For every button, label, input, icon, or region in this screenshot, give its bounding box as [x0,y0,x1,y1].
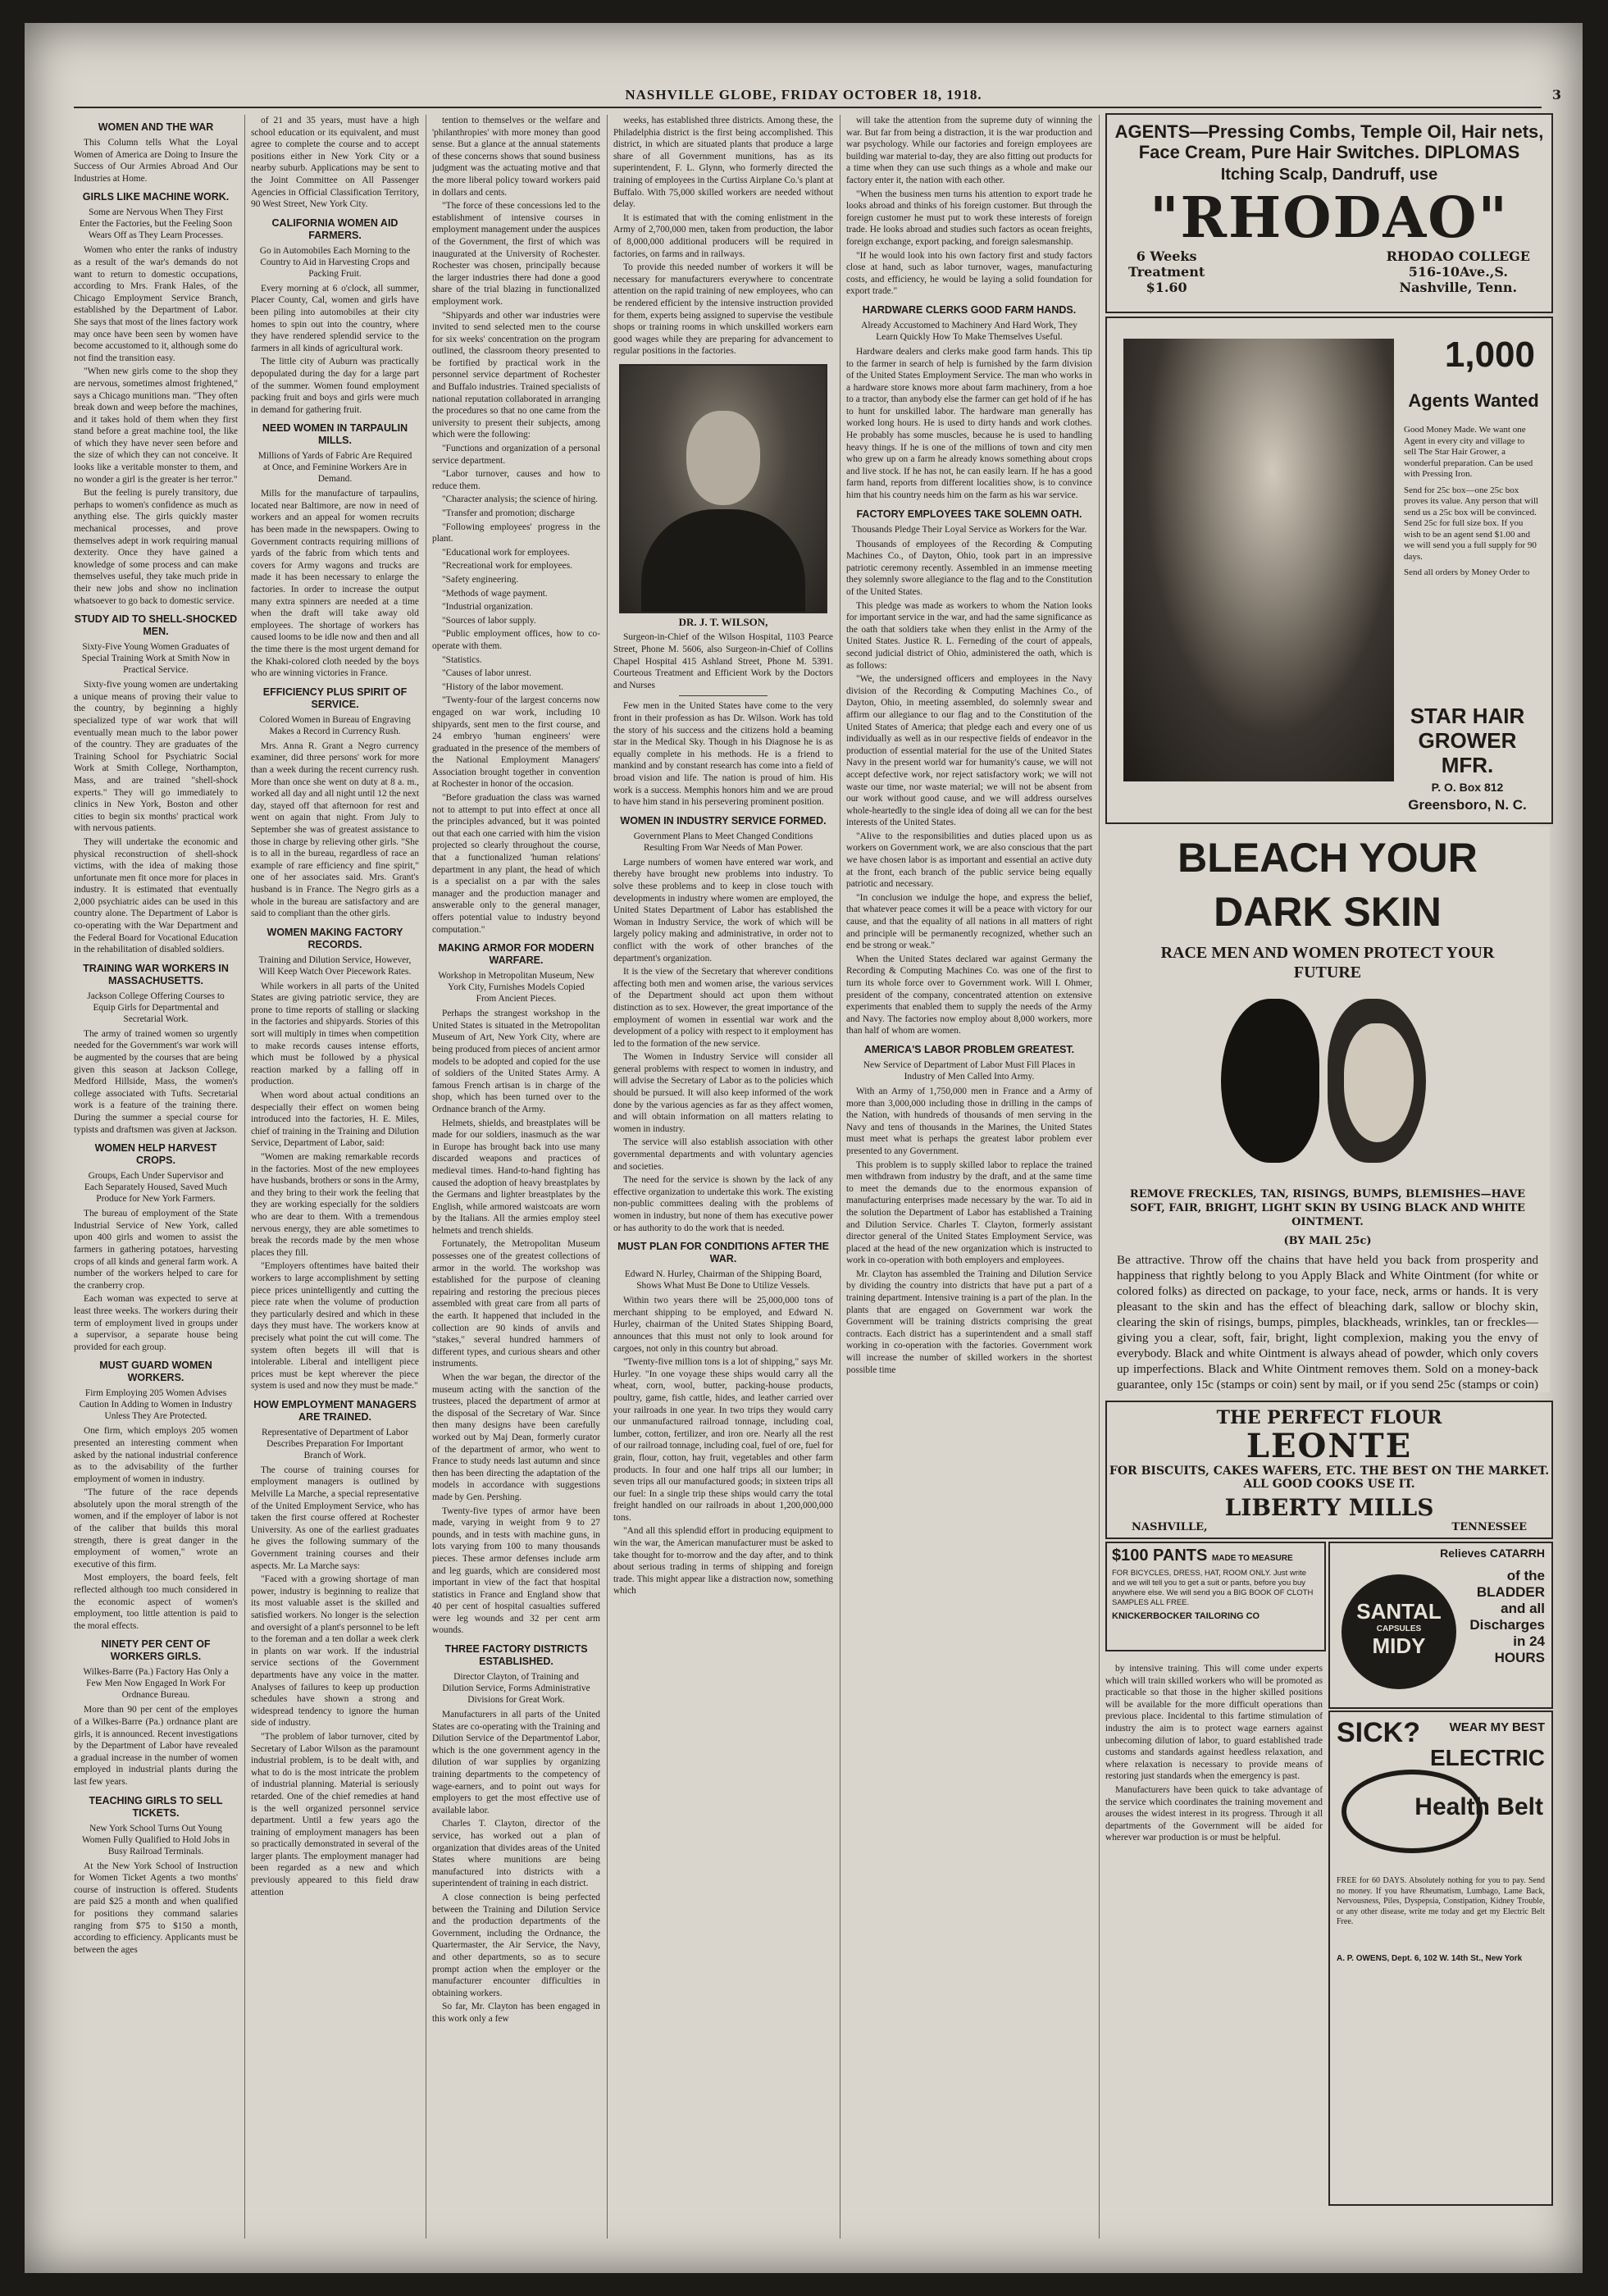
paragraph: The little city of Auburn was practically depopulated during the day for a large part of the summer. Women found employment packing fruit and boys and girls were much in demand for gathering fruit. [251,357,419,415]
ad-text: of the BLADDER and all Discharges in 24 HOURS [1469,1568,1545,1665]
paragraph: It is estimated that with the coming enlistment in the Army of 2,700,000 men, taken from production, the labor of 8,000,000 additional producers will be required in factories, on farms and in railways. [613,212,833,259]
ad-text: Nashville, Tenn. [1399,280,1518,295]
rhodao-ad [1105,113,1553,313]
headline: CALIFORNIA WOMEN AID FARMERS. [271,216,399,241]
woman-portrait-illustration [1123,339,1394,781]
headline: EFFICIENCY PLUS SPIRIT OF SERVICE. [262,686,408,710]
headline: WOMEN AND THE WAR [98,121,214,133]
headline: HARDWARE CLERKS GOOD FARM HANDS. [862,303,1077,316]
subhead: Edward N. Hurley, Chairman of the Shipping Board, Shows What Must Be Done to Utilize Vessels. [624,1269,822,1292]
paragraph: Fortunately, the Metropolitan Museum possesses one of the greatest collections of armor in the world. The workshop was established for the purpose of cleaning repairing and restoring the precious pieces assembled with great care from all parts of the earth. It happened that included in the collection are 90 kinds of anvils and "stakes," several hundred hammers of different types, and curious shears and other instruments. [432,1239,600,1369]
column-rule [1099,115,1100,2239]
ad-headline: $100 PANTS [1112,1547,1208,1565]
paragraph: Manufacturers have been quick to take advantage of the service which coordinates the training movement and arouses the widest interest in its progress. Through it all departments of the Government will be aided for wherever war production is or must be helpful. [1105,1784,1323,1843]
subhead: Workshop in Metropolitan Museum, New York City, Furnishes Models Copied From Ancient Pieces. [438,971,594,1004]
paragraph: Sixty-five young women are undertaking a unique means of proving their value to the country, by beginning a highly specialized type of war work that will eventually mean much to the labor power of the country. They are graduates of the Training School for Psychiatric Social Work at Smith College, Northampton, Mass, and are trained "shell-shock experts." They will go immediately to clinics in New York, Boston and other cities to begin six months' practical work with nervous patients. [74,680,238,834]
newspaper-page [25,23,1583,2273]
paragraph: "When new girls come to the shop they are nervous, sometimes almost frightened," says a Chicago munitions man. "They often break down and weep before the machines, and it takes hold of them when they first stand before a great machine tool, the like of which they have never seen before and the size of which they can not conceive. It looks like a veritable monster to them, and no wonder a girl is the greater is her terror." [74,367,238,485]
paragraph: Women who enter the ranks of industry as a result of the war's demands do not want to return to domestic occupations, according to Mrs. Frank Hales, of the Chicago Employment Service Branch, established by the Department of Labor. She says that most of the lines factory work may once have been seen by women have become accustomed to it, although some do not find the transition easy. [74,245,238,363]
subhead: Thousands Pledge Their Loyal Service as Workers for the War. [851,524,1087,535]
ad-line: DIPLOMAS [1424,142,1520,162]
subhead: Millions of Yards of Fabric Are Required at Once, and Feminine Workers Are in Demand. [257,451,412,485]
subhead: Representative of Department of Labor Describes Preparation For Important Branch of Work. [261,1427,408,1460]
paragraph: While workers in all parts of the United States are giving patriotic service, they are prone to time reports of stalling or slacking in the factories and shipyards. Stories of this sort will multiply in times when competition to make records causes intense efforts, which must be followed by a physical reaction marked by a falling off in production. [251,981,419,1087]
portrait-face [686,411,760,505]
portrait-coat [641,509,805,612]
paragraph: At the New York School of Instruction for Women Ticket Agents a two months' course of instruction is offered. Students are paid $25 a month and when qualified for positions they command salaries ranging from $75 to $150 a month, according to efficiency. Applicants must be between the ages [74,1861,238,1955]
headline: WOMEN HELP HARVEST CROPS. [94,1142,217,1167]
paragraph: Helmets, shields, and breastplates will be made for our soldiers, inasmuch as the war in Europe has brought back into use many discarded weapons and practices of medieval times. Hand-to-hand fighting has caused the adoption of heavy breastplates by the Germans and lighter breastplates by the English, while armored waistcoats are worn by the Italians. All the armies employ steel helmets and trench shields. [432,1118,600,1236]
ad-address: P. O. Box 812 [1431,781,1504,794]
paragraph: Each woman was expected to serve at least three weeks. The workers during their term of employment lived in groups under a supervisor, a separate house being provided for each group. [74,1294,238,1352]
paragraph: by intensive training. This will come under experts which will train skilled workers who will be promoted as practicable so that those in the higher skilled positions will be available for the more difficult operations than previous place. Incidental to this fartime stimulation of industry the aim is to protect wage earners against unbecoming dilution of labor, to guard established trade customs and standards against heedless relaxation, and where relaxation is necessary to provide means of restoring just standards when the emergency is past. [1105,1664,1323,1782]
column-6 [1105,1663,1323,2204]
ad-bold-text: REMOVE FRECKLES, TAN, RISINGS, BUMPS, BLEMISHES—HAVE SOFT, FAIR, BRIGHT, LIGHT SKIN BY USING BLACK AND WHITE OINTMENT. [1129,1188,1526,1228]
subhead: Sixty-Five Young Women Graduates of Special Training Work at Smith Now in Practical Service. [81,642,230,676]
paragraph: "Faced with a growing shortage of man power, industry is beginning to realize that its most valuable asset is the skilled and satisfied workers. No longer is the selection and oversight of a plant's personnel to be left to the foreman and a ten dollar a week clerk in plants on war work. If the industrial service sections of the Government departments have any voice in the matter. Analyses of failures to keep up production schedules have shown a strong and widespread tendency to ignore the human side of industry. [251,1574,419,1729]
column-2 [251,115,419,2239]
paragraph: So far, Mr. Clayton has been engaged in this work only a few [432,2002,600,2024]
headline: GIRLS LIKE MACHINE WORK. [82,191,230,203]
headline: THREE FACTORY DISTRICTS ESTABLISHED. [444,1643,588,1668]
paragraph: weeks, has established three districts. Among these, the Philadelphia district is the first being accomplished. This district, in which are situated plants that produce a large share of all Government munitions, has as its superintendent, F. L. Glynn, who formerly directed the training of employees in the Curtiss Airplane Co.'s plant at Buffalo. With 75,000 skilled workers are needed without delay. [613,116,833,210]
subhead: Wilkes-Barre (Pa.) Factory Has Only a Few Men Now Engaged In Work For Ordnance Bureau. [83,1667,229,1701]
subhead: Government Plans to Meet Changed Conditions Resulting From War Needs of Man Power. [633,831,813,853]
ad-line: FOR BISCUITS, CAKES WAFERS, ETC. THE BEST ON THE MARKET. ALL GOOD COOKS USE IT. [1109,1465,1550,1491]
paragraph: "Sources of labor supply. [442,615,536,626]
paragraph: Within two years there will be 25,000,000 tons of merchant shipping to be employed, and Edward N. Hurley, chairman of the United States Shipping Board, announces that this must not only to look around for cargoes, not only in this country but abroad. [613,1296,833,1354]
paragraph: "Employers oftentimes have baited their workers to large accomplishment by setting piece prices unintelligently and cutting the piece rate when the volume of production they particularly desired and which in these days they must have. The workers know at precisely what point the cut will come. The system often begets ill will that is intolerable. Liberal and intelligent piece prices must be kept wherever the piece system is used and now they must be made." [251,1261,419,1392]
ad-text: Send for 25c box—one 25c box proves its value. Any person that will send us a 25c box will be convinced. Send 25c for full size box. If you wish to be an agent send $1.00 and we will send you a full supply for 90 days. [1404,485,1539,562]
ad-number: 1,000 [1444,335,1535,375]
ad-brand: Health Belt [1414,1793,1543,1820]
star-hair-grower-ad [1105,317,1553,824]
headline: MAKING ARMOR FOR MODERN WARFARE. [438,942,594,967]
ad-body: FOR BICYCLES, DRESS, HAT, ROOM ONLY. Just write and we will tell you to get a suit or pants, before you buy anywhere else. We will send you a BIG BOOK OF CLOTH SAMPLES ALL FREE. [1112,1569,1314,1607]
paragraph: A close connection is being perfected between the Training and Dilution Service and the production departments of the Government, including the Ordnance, the Quartermaster, the Air Service, the Navy, and other departments, so as to secure prompt action when the employer or the manufacturer encounter difficulties in obtaining workers. [432,1892,600,1998]
ad-headline: BLEACH YOUR [1178,835,1478,881]
paragraph: "Methods of wage payment. [442,588,548,599]
headline: MUST PLAN FOR CONDITIONS AFTER THE WAR. [617,1241,829,1265]
paragraph: "Industrial organization. [442,602,533,613]
ad-headline: Agents Wanted [1408,390,1539,411]
ad-text: Treatment [1128,264,1205,280]
ad-text: $1.60 [1146,280,1187,295]
electric-belt-ad [1328,1711,1553,2206]
ad-brand: LEONTE [1246,1427,1413,1465]
paragraph: Every morning at 6 o'clock, all summer, Placer County, Cal, women and girls have been piling into automobiles at their city homes to spin out into the country, where they have rendered splendid service to the farmers in all kinds of agricultural work. [251,283,419,353]
paragraph: With an Army of 1,750,000 men in France and a Army of more than 3,000,000 including those in drilling in the camps of the Nation, with hundreds of thousands of men serving in the Navy and tens of thousands in the Marines, the United States must meet what is perhaps the greatest labor problem ever presented to any Government. [846,1086,1092,1156]
headline: NEED WOMEN IN TARPAULIN MILLS. [262,422,408,447]
ad-text: RHODAO COLLEGE [1386,248,1530,264]
paragraph: Perhaps the strangest workshop in the United States is situated in the Metropolitan Museum of Art, New York City, where are being produced from pieces of ancient armor models to be adopted and copied for the use of soldiers of the United States Army. A famous French artisan is in charge of the shop, which has been turned over to the Ordnance branch of the Army. [432,1009,600,1114]
subhead: New York School Turns Out Young Women Fully Qualified to Hold Jobs in Busy Railroad Terminals. [81,1823,230,1856]
paragraph: "Statistics. [442,654,482,665]
column-5 [846,115,1092,2239]
paragraph: Thousands of employees of the Recording & Computing Machines Co., of Dayton, Ohio, took part in an impressive patriotic ceremony recently. Assembled in an immense meeting they solemnly swore allegiance to the flag and to the Constitution of the United States. [846,539,1092,597]
ad-headline: DARK SKIN [1214,889,1442,935]
ad-brand: KNICKERBOCKER TAILORING CO [1112,1611,1260,1621]
headline: STUDY AID TO SHELL-SHOCKED MEN. [74,613,238,638]
paragraph: One firm, which employs 205 women presented an interesting comment when asked by the national industrial conference as to the advisability of the further employment of women in industry. [74,1426,238,1484]
column-rule [607,115,608,2239]
ad-line: THE PERFECT FLOUR [1216,1407,1442,1428]
paragraph: The Women in Industry Service will consider all general problems with respect to women in industry, and will advise the Secretary of Labor as to the policies which should be pursued. It will also keep informed of the work done by the various agencies as far as they affect women, and will obtain information on all matters relating to women in industry. [613,1052,833,1134]
paragraph: This problem is to supply skilled labor to replace the trained men withdrawn from industry by the draft, and at the same time to meet the demands due to the enormous expansion of manufacturing enterprises made necessary by the war. To aid in the solution the Department of Labor has established a Training and Dilution Service. Charles T. Clayton, formerly assistant director general of the United States Employment Service, was placed at the head of the new organization which is instructed to work in co-operation with both employers and employees. [846,1159,1092,1266]
paragraph: "In conclusion we indulge the hope, and express the belief, that whatever peace comes it will be a peace with victory for our cause, and that the equality of all nations in all matters of right and principle will be permanently recognized, whether such an end be strong or weak." [846,892,1092,951]
separator [679,695,767,696]
paragraph: They will undertake the economic and physical reconstruction of shell-shock victims, with the idea of making those unfortunate men fit once more for places in industry. It is estimated that eventually 2,000 psychiatric aides can be used in this country alone. The Department of Labor is co-operating with the War Department and the Federal Board for Vocational Education in the rehabilitation of disabled soldiers. [74,836,238,955]
ad-text: 516-10Ave.,S. [1408,264,1508,280]
ad-body: FREE for 60 DAYS. Absolutely nothing for you to pay. Send no money. If you have Rheumatism, Lumbago, Lame Back, Nervousness, Piles, Dyspepsia, Constipation, Kidney Trouble, or any other disease, write me today and get my Electric Belt Free. [1337,1876,1545,1926]
paragraph: Manufacturers in all parts of the United States are co-operating with the Training and Dilution Service of the Departmentof Labor, which is the one government agency in the dilution of war supplies by organizing training departments to the competency of wage-earners, and to point out ways for employers to get the most effective use of available labor. [432,1710,600,1815]
santal-midy-ad [1328,1542,1553,1709]
ad-line: Itching Scalp, Dandruff, use [1220,166,1438,184]
ad-line: AGENTS—Pressing Combs, Temple Oil, Hair nets, Face Cream, Pure Hair Switches. [1114,121,1544,162]
paragraph: "History of the labor movement. [442,681,563,692]
paragraph: of 21 and 35 years, must have a high school education or its equivalent, and must agree to complete the course and to accept positions either in New York City or a nearby suburb. Applications may be sent to the Joint Committee on All Passenger Agencies in Official Classification Territory, 90 West Street, New York City. [251,116,419,210]
paragraph: "And all this splendid effort in producing equipment to win the war, the American manufacturer must be asked to take thought for to-morrow and the day after, and to think about serious trading in terms of shipping and foreign trade. This might appear like a distraction now, something which [613,1526,833,1597]
ad-brand: MIDY [1372,1633,1426,1658]
ad-state: TENNESSEE [1451,1521,1527,1533]
paragraph: More than 90 per cent of the employes of a Wilkes-Barre (Pa.) ordnance plant are girls, it is announced. Recent investigations by the Department of Labor have revealed a gradual increase in the number of women employed in industrial plants during the last few years. [74,1705,238,1787]
paragraph: "Character analysis; the science of hiring. [442,494,598,505]
paragraph: "The force of these concessions led to the establishment of intensive courses in employment management under the auspices of the Government, the first of which was inaugurated at the University of Rochester. Rochester was chosen, principally because the larger industries there had done a good share of the trial blazing in functionalized employment work. [432,201,600,307]
paragraph: "Labor turnover, causes and how to reduce them. [432,469,600,491]
headline: MUST GUARD WOMEN WORKERS. [99,1360,212,1384]
ad-address: A. P. OWENS, Dept. 6, 102 W. 14th St., New York [1337,1954,1523,1963]
paragraph: The service will also establish association with other governmental departments and with voluntary agencies and societies. [613,1137,833,1172]
paragraph: "Causes of labor unrest. [442,668,532,679]
paragraph: "Following employees' progress in the plant. [432,522,600,544]
ad-brand: STAR HAIR [1410,704,1525,728]
paragraph: "The future of the race depends absolutely upon the moral strength of the women, and if the employer of labor is not of the caliber that builds this moral strength, there is great danger in the employment of women," wrote an executive of this firm. [74,1487,238,1569]
headline: FACTORY EMPLOYEES TAKE SOLEMN OATH. [856,508,1082,520]
ad-subhead: MADE TO MEASURE [1211,1554,1293,1563]
headline: NINETY PER CENT OF WORKERS GIRLS. [101,1638,211,1663]
paragraph: "Women are making remarkable records in the factories. Most of the new employees have husbands, brothers or sons in the Army, and they bring to their work the feeling that they are working especially for the soldiers who are dear to them. With a tremendous nervous energy, they are able sometimes to break the records made by the men whose places they fill. [251,1152,419,1258]
ad-subhead: RACE MEN AND WOMEN PROTECT YOUR FUTURE [1160,944,1495,982]
paragraph: Charles T. Clayton, director of the service, has worked out a plan of organization that divides areas of the United States where munitions are being manufactured into districts with a superintendent of training in each district. [432,1819,600,1889]
paragraph: "Transfer and promotion; discharge [442,508,575,518]
photo-caption: DR. J. T. WILSON, [678,615,768,628]
column-1 [74,115,238,2239]
paragraph: "Functions and organization of a personal service department. [432,444,600,466]
ad-text: Send all orders by Money Order to [1404,567,1530,577]
leonte-flour-ad [1105,1401,1553,1539]
ad-text: WEAR MY BEST [1449,1720,1545,1734]
paragraph: The bureau of employment of the State Industrial Service of New York, called upon 400 girls and women to assist the farmers in gathering potatoes, harvesting crops of all kinds and general farm work. A number of the workers helped to care for the cranberry crop. [74,1209,238,1291]
page-number: 3 [1551,87,1561,102]
paragraph: "Educational work for employees. [442,547,570,558]
paragraph: "Public employment offices, how to co-operate with them. [432,629,600,651]
ad-brand: CAPSULES [1376,1624,1422,1633]
ad-address: Greensboro, N. C. [1408,797,1527,813]
paragraph: Surgeon-in-Chief of the Wilson Hospital, 1103 Pearce Street, Phone M. 5606, also Surgeon-in-Chief of Collins Chapel Hospital 415 Ashland Street, Phone M. 5391. Courteous Treatment and Efficient Work by the Doctors and Nurses [613,632,833,690]
column-rule [244,115,245,2239]
subhead: Firm Employing 205 Women Advises Caution In Adding to Women in Industry Unless They Are Protected. [79,1388,233,1422]
paragraph: "We, the undersigned officers and employees in the Navy division of the Recording & Computing Machines Co., of Dayton, Ohio, in meeting assembled, do solemnly swear and affirm our allegiance to our flag and to the Constitution of the United States of America; that pledge each and every one of us individually as well as in our respective fields of endeavor in the production of essential material for the use of the United States Navy in the present world war for humanity's cause, we will not accept defective work, nor reject satisfactory work; we will not waste our time, nor waste material; we will not be absent from our work without good cause, and we will address ourselves whole-heartedly to the single idea of doing all we can for the best interests of the United States. [846,674,1092,828]
ad-headline: Relieves CATARRH [1440,1547,1545,1560]
paragraph: The army of trained women so urgently needed for the Government's war work will be augmented by the courses that are being given this season at Jackson College, Medford Hillside, Mass, the women's college associated with Tufts. Secretarial work is a feature of the training there. During the summer a special course for typists and draftsmen was given at Jackson. [74,1028,238,1135]
subhead: New Service of Department of Labor Must Fill Places in Industry of Men Called Into Army. [863,1059,1076,1082]
portrait-photo [619,364,827,613]
headline: TEACHING GIRLS TO SELL TICKETS. [89,1794,223,1819]
paragraph: Most employers, the board feels, felt reflected although too much considered in the economic aspect of women's employment, too little attention is paid to the moral effects. [74,1573,238,1631]
paragraph: Mrs. Anna R. Grant a Negro currency examiner, did three persons' work for more than a week during the recent currency rush. More than once she went on duty at 8 a. m., worked all day and all night until 12 the next day, stayed off that afternoon for rest and went on again that night. From July to September she was of greatest assistance to those in charge by relieving other girls. "She is to all in the bureau, regardless of race an example of rare efficiency and fine spirit," one of her associates said. Mrs. Grant's husband is in France. The Negro girls as a whole in the bureau are satisfactory and are said to compliant than the other girls. [251,740,419,919]
ad-text: 6 Weeks [1136,248,1197,264]
paragraph: Hardware dealers and clerks make good farm hands. This tip to the farmer in search of help is furnished by the farm division of the United States Employment Service. The man who works in a hardware store knows more about farm machinery, from a hoe to a tractor, than anybody else the farmer can get hold of if he has to hunt for unskilled labor. The hardware man generally has worked long hours. He is used to dirty hands and work clothes. He probably has some muscles, because he is used to handling heavy things. If he is one of the millions of town and city men who grew up on a farm he already knows something about crops and live stock. If he has not, he can easily learn. If he has a good farm hand, reports from different localities show, is to convince him that his country needs him on the farm as his war service. [846,346,1092,501]
column-3 [432,115,600,2239]
paragraph: "Before graduation the class was warned not to attempt to put into effect at once all the principles advanced, but it was pointed out that each one carried with him the vision projected so clearly throughout the course, that a functionalized 'human relations' department in any plant, the head of which is a specialist on a par with the sales manager and the production manager and answerable only to the general manager, offers potential value to industry beyond computation." [432,793,600,935]
paragraph: "Twenty-five million tons is a lot of shipping," says Mr. Hurley. "In one voyage these ships would carry all the wheat, corn, wool, butter, packing-house products, poultry, game, fish cattle, hides, and leather carried over your railroads in one year. In two trips they would carry our unmanufactured railroad tonnage, including coal, lumber, cotton, fertilizer, and iron ore. Nearly all the rest of our railroad tonnage, including coal, fuel of ore, fuel for grain, flour, cotton, hay fruit, vegetables and other farm products. In four and one half trips all our lumber; in seven trips all our manufactured goods; in sixteen trips all our fuel: In a single trip these ships would carry the total freight handled on our railroads in about 1,200,000,000 tons. [613,1357,833,1523]
capsule-logo [1342,1574,1456,1689]
paragraph: This pledge was made as workers to whom the Nation looks for important service in the war, and had the same significance as the oath that soldiers take when they enlist in the Army of the United States. Justice R. L. Ferneding of the court of appeals, second judicial district of Ohio, administered the oath, which is as follows: [846,600,1092,671]
ad-brand: GROWER MFR. [1418,728,1517,777]
paragraph: will take the attention from the supreme duty of winning the war. But far from being a distraction, it is the war production and war psychology. While our factories and foreign employees are building war material to-day, they are also fitting out products for a time when they can use such things as a whole and make our factory enter it, the nation with each other. [846,116,1092,185]
ad-brand: SANTAL [1356,1599,1442,1624]
paragraph: Mr. Clayton has assembled the Training and Dilution Service by dividing the country into districts that have put a part of a training department. Intensive training is a part of the plan. In the plants that are engaged on Government war work the Government will be training districts comprising the great contracts. Each district has a superintendent and a small staff working in co-operation with the factories. Government work will increase the number of skilled workers in the shortest possible time [846,1269,1092,1375]
headline: WOMEN IN INDUSTRY SERVICE FORMED. [620,814,827,827]
ad-text: ELECTRIC [1430,1745,1545,1770]
bleach-ointment-ad [1105,827,1550,1392]
paragraph: "Alive to the responsibilities and duties placed upon us as workers on Government work, we are also conscious that the part we have chosen labor is as important and essential an active duty at the front, each branch of the public service being equally patriotic and necessary. [846,831,1092,890]
paragraph: This Column tells What the Loyal Women of America are Doing to Insure the Success of Our Armies Abroad And Our Industries at Home. [74,138,238,184]
faces-illustration [1205,991,1451,1179]
headline: TRAINING WAR WORKERS IN MASSACHUSETTS. [83,962,229,986]
paragraph: "If he would look into his own factory first and study factors close at hand, such as labor turnover, wages, manufacturing costs, and efficiency, he would be laying a solid foundation for export trade." [846,250,1092,297]
ad-body: Be attractive. Throw off the chains that have held you back from prosperity and happiness that rightly belong to you Apply Black and White Ointment (for white or colored folks) as directed on package, to your face, neck, arms or hands. It is very pleasant to the skin and has the effect of bleaching dark, sallow or blochy skin, clearing the skin of risings, bumps, pimples, blackheads, wrinkles, tan or freckles—giving you a clear, soft, fair, bright, light complexion, making you the envy of everybody. Black and white Ointment is always ahead of powder, which only covers up imperfections. Black and White Ointment removes them. Sold on a money-back guarantee, only 15c (stamps or coin) sent by mail, or if you send 25c (stamps or coin) [1117,1254,1538,1392]
headline: HOW EMPLOYMENT MANAGERS ARE TRAINED. [253,1398,417,1423]
ad-brand: "RHODAO" [1150,185,1509,251]
paragraph: "Recreational work for employees. [442,561,572,572]
subhead: Some are Nervous When They First Enter the Factories, but the Feeling Soon Wears Off as They Learn Processes. [79,207,233,241]
headline: WOMEN MAKING FACTORY RECORDS. [266,926,403,950]
subhead: Jackson College Offering Courses to Equip Girls for Departmental and Secretarial Work. [87,991,225,1024]
ad-headline: SICK? [1337,1717,1420,1748]
ad-city: NASHVILLE, [1132,1521,1208,1533]
paragraph: But the feeling is purely transitory, due perhaps to women's confidence as much as anything else. The girls quickly master mechanical processes, and prove themselves adept in work requiring manual dexterity. Once they have gained a knowledge of some process and can make themselves useful, they take much pride in their new jobs and show no inclination whatsoever to go back to domestic service. [74,488,238,606]
paragraph: "Safety engineering. [442,574,519,585]
paragraph: When the war began, the director of the museum acting with the sanction of the trustees, placed the department of armor at the disposal of the Secretary of War. Since then many designs have been carefully worked out by Maj Dean, formerly curator of the department of armor, who went to France to study needs last autumn and since then has been directing the adaptation of the models in accordance with suggestions made by Gen. Pershing. [432,1373,600,1502]
pants-ad [1105,1542,1326,1651]
paragraph: Mills for the manufacture of tarpaulins, located near Baltimore, are now in need of workers and an appeal for women recruits has been made in the newspapers. Owing to Government contracts requiring millions of yards of the fabric from which tents and covers for Army wagons and trucks are made it has been necessary to enlarge the factories. In order to increase the output many extra spinners are needed at a time when the draft will take away old employees. The shortage of workers has caused looms to be idle now and then and all the time there is the most urgent demand for the Khaki-colored cloth needed by the boys who are winning victories in France. [251,489,419,679]
subhead: Groups, Each Under Supervisor and Each Separately Housed, Saved Much Produce for New York Farmers. [84,1171,228,1205]
paragraph: To provide this needed number of workers it will be necessary for manufacturers everywhere to concentrate attention on the rapid training of new employees, who can be rendered efficient by the intensive instruction provided for them, experts being assigned to supervise the vestibule shops or training rooms in which unskilled workers earn good wages while they are preparing for advancement to regular positions in the factories. [613,262,833,357]
paragraph: "When the business men turns his attention to export trade he looks abroad and thinks of his foreign customer. But through the foreign customer he must put to work these interests of foreign trade. He looks abroad and studies such factors as ocean freights, foreign exchange, export packing, and foreign salesmanship. [846,189,1092,247]
paragraph: When word about actual conditions an despecially their effect on women being introduced into the factories, H. E. Miles, chief of training in the Training and Dilution Service, Department of Labor, said: [251,1091,419,1149]
paragraph: The need for the service is shown by the lack of any effective organization to undertake this work. The existing non-public committees dealing with the problems of women in industry, but none of them has executive power or has authority to do the work that is needed. [613,1175,833,1233]
paragraph: Few men in the United States have come to the very front in their profession as has Dr. Wilson. Work has told the story of his success and the citizens hold a beaming star in the Medical Sky. Though in his Diagnose he is as equally complete in his methods. He is a friend to mankind and by constant research has come into a field of broad vision and life. The nation is proud of him. His work is a success. Memphis honors him and we are proud to have him stand in his persevering prominent position. [613,701,833,808]
paragraph: "The problem of labor turnover, cited by Secretary of Labor Wilson as the paramount industrial problem, is to be dealt with, and what to do is the most intricate the problem of industrial planning. Material is seriously retarded. One of the chief remedies at hand is the well organized personnel service department. Until a few years ago the training of employment managers has been so practically demonstrated in several of the larger plants. The employment manager had been regarded as a new and which previously appeared to this field draw attention [251,1731,419,1897]
subhead: Director Clayton, of Training and Dilution Service, Forms Administrative Divisions for Great Work. [442,1672,590,1706]
paragraph: "Shipyards and other war industries were invited to send selected men to the course for six weeks' concentration on the program outlined, the classroom theory presented to be fortified by practical work in the personnel service department of Rochester and Buffalo industries. Trained specialists of national reputation collaborated in arranging the procedures so that no one came from the university to present their subjects, among which were the following: [432,310,600,440]
paragraph: When the United States declared war against Germany the Recording & Computing Machines Co. was one of the first to turn its whole force over to Government work. Will I. Ohmer, president of the company, concentrated attention on extensive experiments that enabled them to supply the needs of the Army and Navy. The factories now employ about 8,000 workers, more than half of whom are women. [846,954,1092,1036]
subhead: Go in Automobiles Each Morning to the Country to Aid in Harvesting Crops and Packing Fruit. [259,245,411,279]
masthead: NASHVILLE GLOBE, FRIDAY OCTOBER 18, 1918. [625,87,982,102]
subhead: Training and Dilution Service, However, Will Keep Watch Over Piecework Rates. [258,954,412,977]
paragraph: "Twenty-four of the largest concerns now engaged on war work, including 10 shipyards, sent men to the first course, and 24 embryo 'human engineers' were graduated in the presence of the members of the National Employment Managers' Association brought together in convention at Rochester in honor of the occasion. [432,695,600,790]
paragraph: The course of training courses for employment managers is outlined by Melville La Marche, a special representative of the United Employment Service, who has taken the first course offered at Rochester University. As one of the earliest graduates he gives the following summary of the Government training courses and their aspects. Mr. La Marche says: [251,1465,419,1571]
paragraph: Twenty-five types of armor have been made, varying in weight from 9 to 27 pounds, and in tests with machine guns, in lots varying from 100 to many thousands pieces. These armor defenses include arm and leg guards, which are considered most important in view of the fact that hospital statistics in France and England show that 40 per cent of hospital casualties suffered were leg wounds and 32 per cent arm wounds. [432,1506,600,1636]
paragraph: It is the view of the Secretary that wherever conditions affecting both men and women arise, the various services of the Department should act upon them without distinction as to sex. However, the great importance of the employment of women in essential war work and the development of a policy with respect to it employment has led to the formation of the new service. [613,967,833,1049]
subhead: Colored Women in Bureau of Engraving Makes a Record in Currency Rush. [259,714,411,736]
ad-bold-text: (BY MAIL 25c) [1283,1235,1372,1247]
subhead: Already Accustomed to Machinery And Hard Work, They Learn Quickly How To Make Themselves Useful. [861,320,1077,342]
paragraph: Large numbers of women have entered war work, and thereby have brought new problems into industry. To solve these problems and to keep in close touch with developments in industry where women are employed, the United States Department of Labor has established the Woman in Industry Service, the work of which will be largely policy making and administrative, in order not to conflict with the work of other branches of the department's organization. [613,857,833,963]
column-4 [613,115,833,2239]
masthead-rule [74,107,1542,108]
ad-text: Good Money Made. We want one Agent in every city and village to sell The Star Hair Grower, a wonderful preparation. Can be used with Pressing Iron. [1404,425,1533,479]
headline: AMERICA'S LABOR PROBLEM GREATEST. [863,1043,1075,1055]
ad-brand: LIBERTY MILLS [1224,1494,1434,1521]
paragraph: tention to themselves or the welfare and 'philanthropies' with more money than good sense. But a glance at the annual statements of these concerns shows that sound business judgment was the actuating motive and that the more liberal policy toward workers paid in dollars and cents. [432,116,600,198]
